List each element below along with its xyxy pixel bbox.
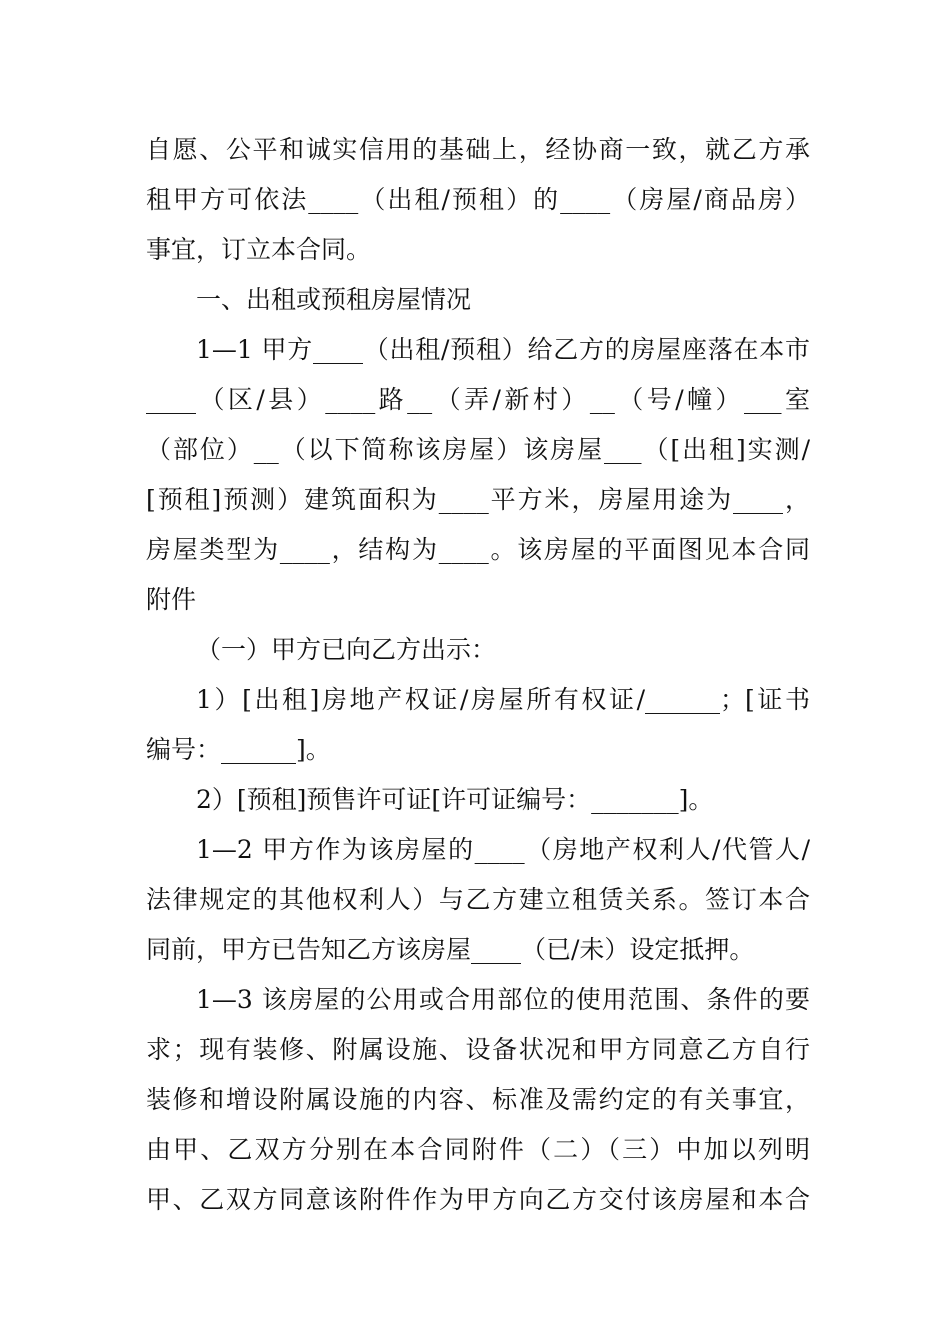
text-line: 同前，甲方已告知乙方该房屋____（已/未）设定抵押。 [146,935,755,964]
text-line: （部位）__（以下简称该房屋）该房屋___（[出租]实测/ [146,435,810,464]
text-line: 事宜，订立本合同。 [146,235,372,264]
text-line: [预租]预测）建筑面积为____平方米，房屋用途为____， [146,485,810,514]
text-line: 房屋类型为____，结构为____。该房屋的平面图见本合同 [146,535,810,564]
text-line: 1—1 甲方____（出租/预租）给乙方的房屋座落在本市 [196,335,810,364]
text-line: ____（区/县）____路__（弄/新村）__（号/幢）___室 [146,385,810,414]
text-line: 1）[出租]房地产权证/房屋所有权证/______；[证书 [196,685,810,714]
text-line: 1—2 甲方作为该房屋的____（房地产权利人/代管人/ [196,835,810,864]
text-line: 编号：______]。 [146,735,331,764]
section-heading: 一、出租或预租房屋情况 [196,285,472,314]
text-line: 1—3 该房屋的公用或合用部位的使用范围、条件的要 [196,985,810,1014]
text-line: 求；现有装修、附属设施、设备状况和甲方同意乙方自行 [146,1035,810,1064]
text-line: 租甲方可依法____（出租/预租）的____（房屋/商品房） [146,185,810,214]
text-line: 由甲、乙双方分别在本合同附件（二）（三）中加以列明 [146,1135,810,1164]
text-line: 装修和增设附属设施的内容、标准及需约定的有关事宜， [146,1085,810,1114]
text-line: 2）[预租]预售许可证[许可证编号：_______]。 [196,785,714,814]
text-line: 法律规定的其他权利人）与乙方建立租赁关系。签订本合 [146,885,810,914]
text-line: 甲、乙双方同意该附件作为甲方向乙方交付该房屋和本合 [146,1185,810,1214]
text-line: 自愿、公平和诚实信用的基础上，经协商一致，就乙方承 [146,135,810,164]
text-line: 附件 [146,585,197,614]
subsection-heading: （一）甲方已向乙方出示： [196,635,497,664]
